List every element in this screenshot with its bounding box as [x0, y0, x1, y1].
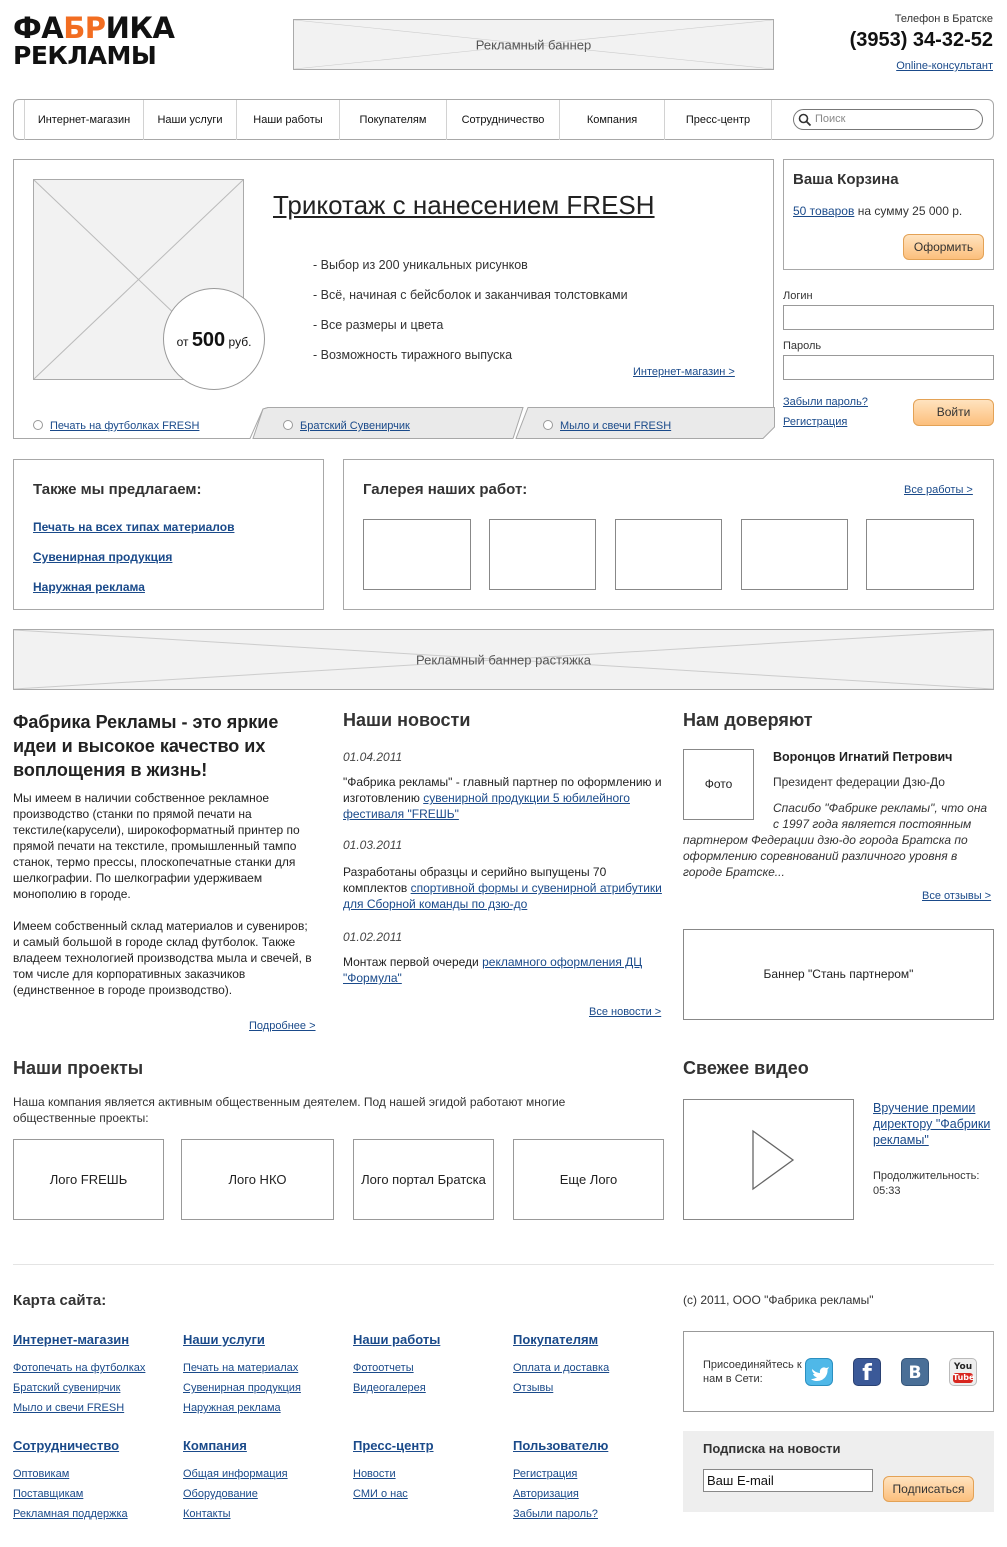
- tab-radio: [283, 420, 293, 430]
- sitemap-col-cooperation[interactable]: Сотрудничество: [13, 1438, 120, 1453]
- tab-radio: [543, 420, 553, 430]
- facebook-icon[interactable]: f: [853, 1358, 881, 1386]
- subscribe-title: Подписка на новости: [703, 1441, 841, 1456]
- news-title: Наши новости: [343, 710, 471, 730]
- nav-item-customers[interactable]: Покупателям: [340, 100, 447, 140]
- project-logo[interactable]: Лого FREШЬ: [13, 1139, 164, 1220]
- news-link[interactable]: спортивной формы и сувенирной атрибутики для Сборной команды по дзю-до: [343, 881, 662, 911]
- video-link[interactable]: Вручение премии директору "Фабрики рекламы": [873, 1101, 991, 1147]
- sitemap-col-company[interactable]: Компания: [183, 1438, 247, 1453]
- shop-link[interactable]: Интернет-магазин >: [633, 366, 735, 378]
- sitemap-link[interactable]: Общая информация: [183, 1468, 288, 1480]
- sitemap-link[interactable]: Поставщикам: [13, 1488, 84, 1500]
- social-text: Присоединяйтесь к нам в Сети:: [703, 1359, 802, 1385]
- subscribe-button[interactable]: Подписаться: [883, 1476, 974, 1502]
- sitemap-link[interactable]: Оплата и доставка: [513, 1362, 610, 1374]
- email-field[interactable]: Ваш E-mail: [703, 1469, 873, 1492]
- partner-banner[interactable]: Баннер "Стань партнером": [683, 929, 994, 1020]
- nav-item-shop[interactable]: Интернет-магазин: [24, 100, 144, 140]
- video-duration: 05:33: [873, 1185, 901, 1197]
- sitemap-link[interactable]: Новости: [353, 1468, 396, 1480]
- sitemap-link[interactable]: Забыли пароль?: [513, 1508, 598, 1520]
- news-date: 01.03.2011: [343, 838, 403, 852]
- sitemap-link[interactable]: Братский сувенирчик: [13, 1382, 121, 1394]
- phone-label: Телефон в Братске: [894, 13, 993, 25]
- register-link[interactable]: Регистрация: [783, 416, 848, 428]
- sitemap-link[interactable]: Оптовикам: [13, 1468, 70, 1480]
- sitemap-link[interactable]: Отзывы: [513, 1382, 554, 1394]
- tab-radio: [33, 420, 43, 430]
- sitemap-link[interactable]: Фотопечать на футболках: [13, 1362, 146, 1374]
- reviews-all-link[interactable]: Все отзывы >: [922, 890, 992, 902]
- sitemap-col-user[interactable]: Пользователю: [513, 1438, 609, 1453]
- sitemap-link[interactable]: СМИ о нас: [353, 1488, 408, 1500]
- search-placeholder: Поиск: [815, 113, 846, 125]
- cart-items-link[interactable]: 50 товаров: [793, 204, 855, 218]
- sitemap-link[interactable]: Рекламная поддержка: [13, 1508, 128, 1520]
- nav-item-works[interactable]: Наши работы: [237, 100, 340, 140]
- video-duration-label: Продолжительность:: [873, 1170, 980, 1182]
- logo[interactable]: ФАБРИКА РЕКЛАМЫ: [13, 11, 175, 70]
- gallery-thumb[interactable]: [741, 519, 848, 590]
- sitemap-link[interactable]: Контакты: [183, 1508, 231, 1520]
- tab-print-tshirts[interactable]: Печать на футболках FRESH: [33, 420, 199, 432]
- sitemap-col-shop[interactable]: Интернет-магазин: [13, 1332, 130, 1347]
- promo-bullet: - Выбор из 200 уникальных рисунков: [313, 258, 528, 272]
- sitemap-col-press[interactable]: Пресс-центр: [353, 1438, 434, 1453]
- sitemap-col-works[interactable]: Наши работы: [353, 1332, 441, 1347]
- wide-ad-banner[interactable]: Рекламный баннер растяжка: [13, 629, 994, 690]
- promo-bullet: - Всё, начиная с бейсболок и заканчивая толстовками: [313, 288, 628, 302]
- checkout-button[interactable]: Оформить: [903, 234, 984, 260]
- gallery-thumb[interactable]: [866, 519, 974, 590]
- gallery-thumb[interactable]: [363, 519, 471, 590]
- news-link[interactable]: сувенирной продукции 5 юбилейного фестиваля "FREШЬ": [343, 791, 630, 821]
- projects-title: Наши проекты: [13, 1058, 144, 1078]
- sitemap-link[interactable]: Фотоотчеты: [353, 1362, 414, 1374]
- promo-bullet: - Все размеры и цвета: [313, 318, 444, 332]
- play-icon: [751, 1129, 795, 1191]
- sitemap-link[interactable]: Сувенирная продукция: [183, 1382, 301, 1394]
- offer-link-outdoor[interactable]: Наружная реклама: [33, 580, 145, 594]
- gallery-title: Галерея наших работ:: [363, 481, 528, 498]
- search-icon: [798, 113, 812, 127]
- phone-number: (3953) 34-32-52: [849, 29, 993, 51]
- login-field[interactable]: [783, 305, 994, 330]
- about-text-1: Мы имеем в наличии собственное рекламное производство (станки по прямой печати на текстиле(карусели), широкоформатный принтер по прямой печати на текстиле, промышленный тампо станок, термо прессы, плоскопечатные станки для шелкографии. По шелкографии удерживаем монополию в городе.: [13, 791, 300, 901]
- copyright: (c) 2011, ООО "Фабрика рекламы": [683, 1293, 874, 1307]
- news-date: 01.04.2011: [343, 750, 403, 764]
- news-item: Разработаны образцы и серийно выпущены 70 комплектов спортивной формы и сувенирной атрибутики для Сборной команды по дзю-до: [343, 865, 662, 911]
- price-badge: от 500 руб.: [163, 288, 265, 390]
- sitemap-col-services[interactable]: Наши услуги: [183, 1332, 265, 1347]
- sitemap-link[interactable]: Авторизация: [513, 1488, 579, 1500]
- project-logo[interactable]: Лого НКО: [181, 1139, 334, 1220]
- trust-title: Нам доверяют: [683, 710, 813, 730]
- reviewer-photo: Фото: [683, 749, 754, 820]
- main-nav: [13, 99, 994, 140]
- login-button[interactable]: Войти: [913, 399, 994, 426]
- offer-link-materials[interactable]: Печать на всех типах материалов: [33, 520, 235, 534]
- about-more-link[interactable]: Подробнее >: [249, 1020, 316, 1032]
- news-link[interactable]: рекламного оформления ДЦ "Формула": [343, 955, 643, 985]
- gallery-thumb[interactable]: [489, 519, 596, 590]
- vkontakte-icon[interactable]: B: [901, 1358, 929, 1386]
- video-title: Свежее видео: [683, 1058, 809, 1078]
- promo-bullet: - Возможность тиражного выпуска: [313, 348, 513, 362]
- sitemap-link[interactable]: Печать на материалах: [183, 1362, 299, 1374]
- sitemap-title: Карта сайта:: [13, 1292, 107, 1309]
- review-quote: Спасибо "Фабрике рекламы", что она с 1997 года является постоянным партнером Федерации дзю-до города Братска по оформлению соревнований различного уровня в городе Братске...: [683, 801, 988, 879]
- sitemap-link[interactable]: Оборудование: [183, 1488, 258, 1500]
- project-logo[interactable]: Еще Лого: [513, 1139, 664, 1220]
- project-logo[interactable]: Лого портал Братска: [353, 1139, 494, 1220]
- reviewer-name: Воронцов Игнатий Петрович: [773, 750, 953, 764]
- tab-souvenir[interactable]: Братский Сувенирчик: [283, 420, 410, 432]
- nav-item-press[interactable]: Пресс-центр: [665, 100, 772, 140]
- twitter-icon[interactable]: [805, 1358, 833, 1386]
- news-date: 01.02.2011: [343, 930, 403, 944]
- nav-item-company[interactable]: Компания: [560, 100, 665, 140]
- header-ad-banner[interactable]: Рекламный баннер: [293, 19, 774, 70]
- online-consultant-link[interactable]: Online-консультант: [896, 60, 993, 72]
- sitemap-link[interactable]: Видеогалерея: [353, 1382, 426, 1394]
- about-title: Фабрика Рекламы - это яркие идеи и высокое качество их воплощения в жизнь!: [13, 712, 279, 780]
- sitemap-link[interactable]: Наружная реклама: [183, 1402, 281, 1414]
- about-text-2: Имеем собственный склад материалов и сувениров; и самый большой в городе склад футболок. Также владеем технологией производства мыла и свечей, в том числе для корпоративных заказчиков (единственное в городе производство).: [13, 919, 312, 997]
- forgot-password-link[interactable]: Забыли пароль?: [783, 396, 868, 408]
- sitemap-link[interactable]: Регистрация: [513, 1468, 578, 1480]
- news-all-link[interactable]: Все новости >: [589, 1006, 662, 1018]
- nav-item-cooperation[interactable]: Сотрудничество: [447, 100, 560, 140]
- cart-summary: 50 товаров на сумму 25 000 р.: [793, 204, 963, 218]
- password-label: Пароль: [783, 340, 822, 352]
- cart-title: Ваша Корзина: [793, 171, 899, 188]
- projects-text: Наша компания является активным общественным деятелем. Под нашей эгидой работают многие общественные проекты:: [13, 1095, 566, 1125]
- search-input[interactable]: [793, 109, 983, 130]
- offer-title: Также мы предлагаем:: [33, 481, 202, 498]
- gallery-thumb[interactable]: [615, 519, 722, 590]
- news-item: Монтаж первой очереди рекламного оформления ДЦ "Формула": [343, 955, 643, 985]
- tab-soap[interactable]: Мыло и свечи FRESH: [543, 420, 671, 432]
- login-label: Логин: [783, 290, 813, 302]
- offer-link-souvenirs[interactable]: Сувенирная продукция: [33, 550, 173, 564]
- youtube-icon[interactable]: You Tube: [949, 1358, 977, 1386]
- password-field[interactable]: [783, 355, 994, 380]
- video-player[interactable]: [683, 1099, 854, 1220]
- promo-bullets: [313, 250, 628, 370]
- sitemap-col-customers[interactable]: Покупателям: [513, 1332, 599, 1347]
- sitemap-link[interactable]: Мыло и свечи FRESH: [13, 1402, 125, 1414]
- reviewer-position: Президент федерации Дзю-До: [773, 775, 945, 789]
- gallery-all-link[interactable]: Все работы >: [904, 484, 973, 496]
- footer-divider: [13, 1264, 994, 1265]
- nav-item-services[interactable]: Наши услуги: [144, 100, 237, 140]
- news-item: "Фабрика рекламы" - главный партнер по оформлению и изготовлению сувенирной продукции 5 юбилейного фестиваля "FREШЬ": [343, 775, 662, 821]
- promo-title[interactable]: Трикотаж с нанесением FRESH: [273, 190, 655, 220]
